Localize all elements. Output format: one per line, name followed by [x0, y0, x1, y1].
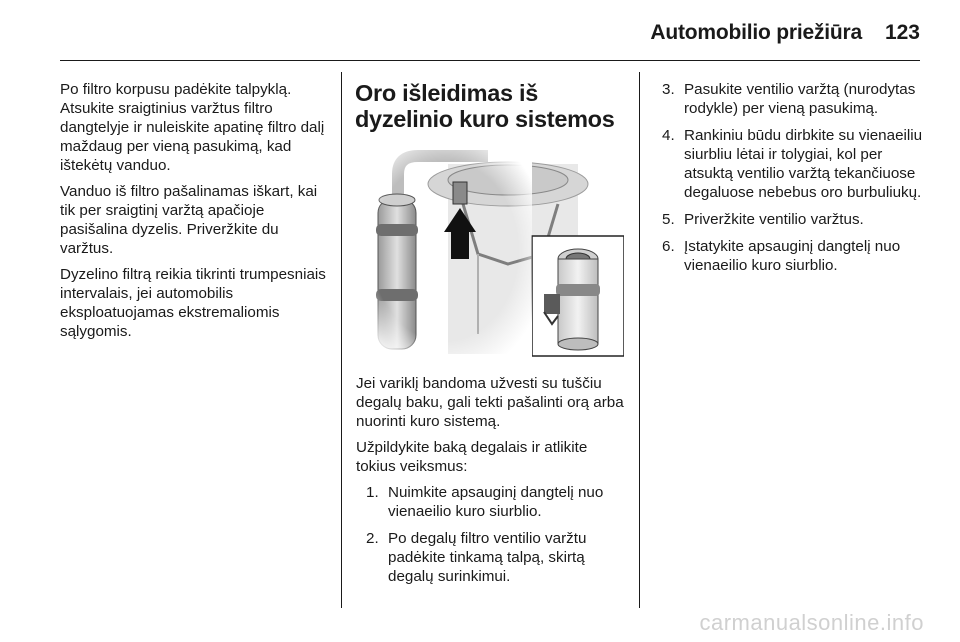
step-text: Po degalų filtro ventilio varžtu padėkite tinkamą talpą, skirtą degalų surinkimui.	[388, 530, 587, 585]
step-text: Priveržkite ventilio varžtus.	[684, 211, 864, 228]
list-item	[662, 126, 924, 202]
watermark: carmanualsonline.info	[699, 610, 924, 635]
paragraph: Jei variklį bandoma užvesti su tuščiu degalų baku, gali tekti pašalinti orą arba nuorinti kuro sistemą.	[356, 375, 624, 430]
column-divider-right	[639, 72, 640, 608]
step-number: 2.	[366, 530, 379, 547]
column-right	[662, 80, 924, 283]
list-item	[366, 529, 628, 586]
step-number: 5.	[662, 211, 675, 228]
fuel-filter-illustration	[358, 144, 624, 358]
header-rule	[60, 60, 920, 61]
steps-list	[662, 80, 924, 275]
step-number: 1.	[366, 484, 379, 501]
fuel-filter-drawing	[358, 144, 624, 358]
paragraph: Po filtro korpusu padėkite talpyklą. Atsukite sraigtinius varžtus filtro dangtelyje ir nuleiskite apatinę filtro dalį maždaug per vieną pasukimą, kad ištekėtų vanduo.	[60, 81, 325, 174]
list-item	[662, 80, 924, 118]
steps-list	[356, 483, 628, 586]
column-left	[60, 80, 330, 348]
paragraph: Užpildykite baką degalais ir atlikite tokius veiksmus:	[356, 439, 588, 475]
step-text: Pasukite ventilio varžtą (nurodytas rodykle) per vieną pasukimą.	[684, 81, 916, 117]
column-divider-left	[341, 72, 342, 608]
list-item	[366, 483, 628, 521]
page-header-title: Automobilio priežiūra	[650, 21, 862, 44]
paragraph: Dyzelino filtrą reikia tikrinti trumpesniais intervalais, jei automobilis eksploatuojamas ekstremaliomis sąlygomis.	[60, 266, 326, 340]
list-item	[662, 210, 924, 229]
step-number: 3.	[662, 81, 675, 98]
list-item	[662, 237, 924, 275]
step-number: 4.	[662, 127, 675, 144]
page-number: 123	[884, 21, 920, 44]
step-number: 6.	[662, 238, 675, 255]
step-text: Rankiniu būdu dirbkite su vienaeiliu siurbliu lėtai ir tolygiai, kol per atsuktą ventilio varžtą tekančiuose degaluose nebebus oro burbuliukų.	[684, 127, 923, 201]
paragraph: Vanduo iš filtro pašalinamas iškart, kai tik per sraigtinį varžtą apačioje pasišalina dyzelis. Priveržkite du varžtus.	[60, 183, 318, 257]
column-middle	[356, 80, 628, 594]
section-title: Oro išleidimas iš dyzelinio kuro sistemos	[355, 80, 615, 132]
step-text: Nuimkite apsauginį dangtelį nuo vienaeilio kuro siurblio.	[388, 484, 604, 520]
step-text: Įstatykite apsauginį dangtelį nuo vienaeilio kuro siurblio.	[684, 238, 901, 274]
